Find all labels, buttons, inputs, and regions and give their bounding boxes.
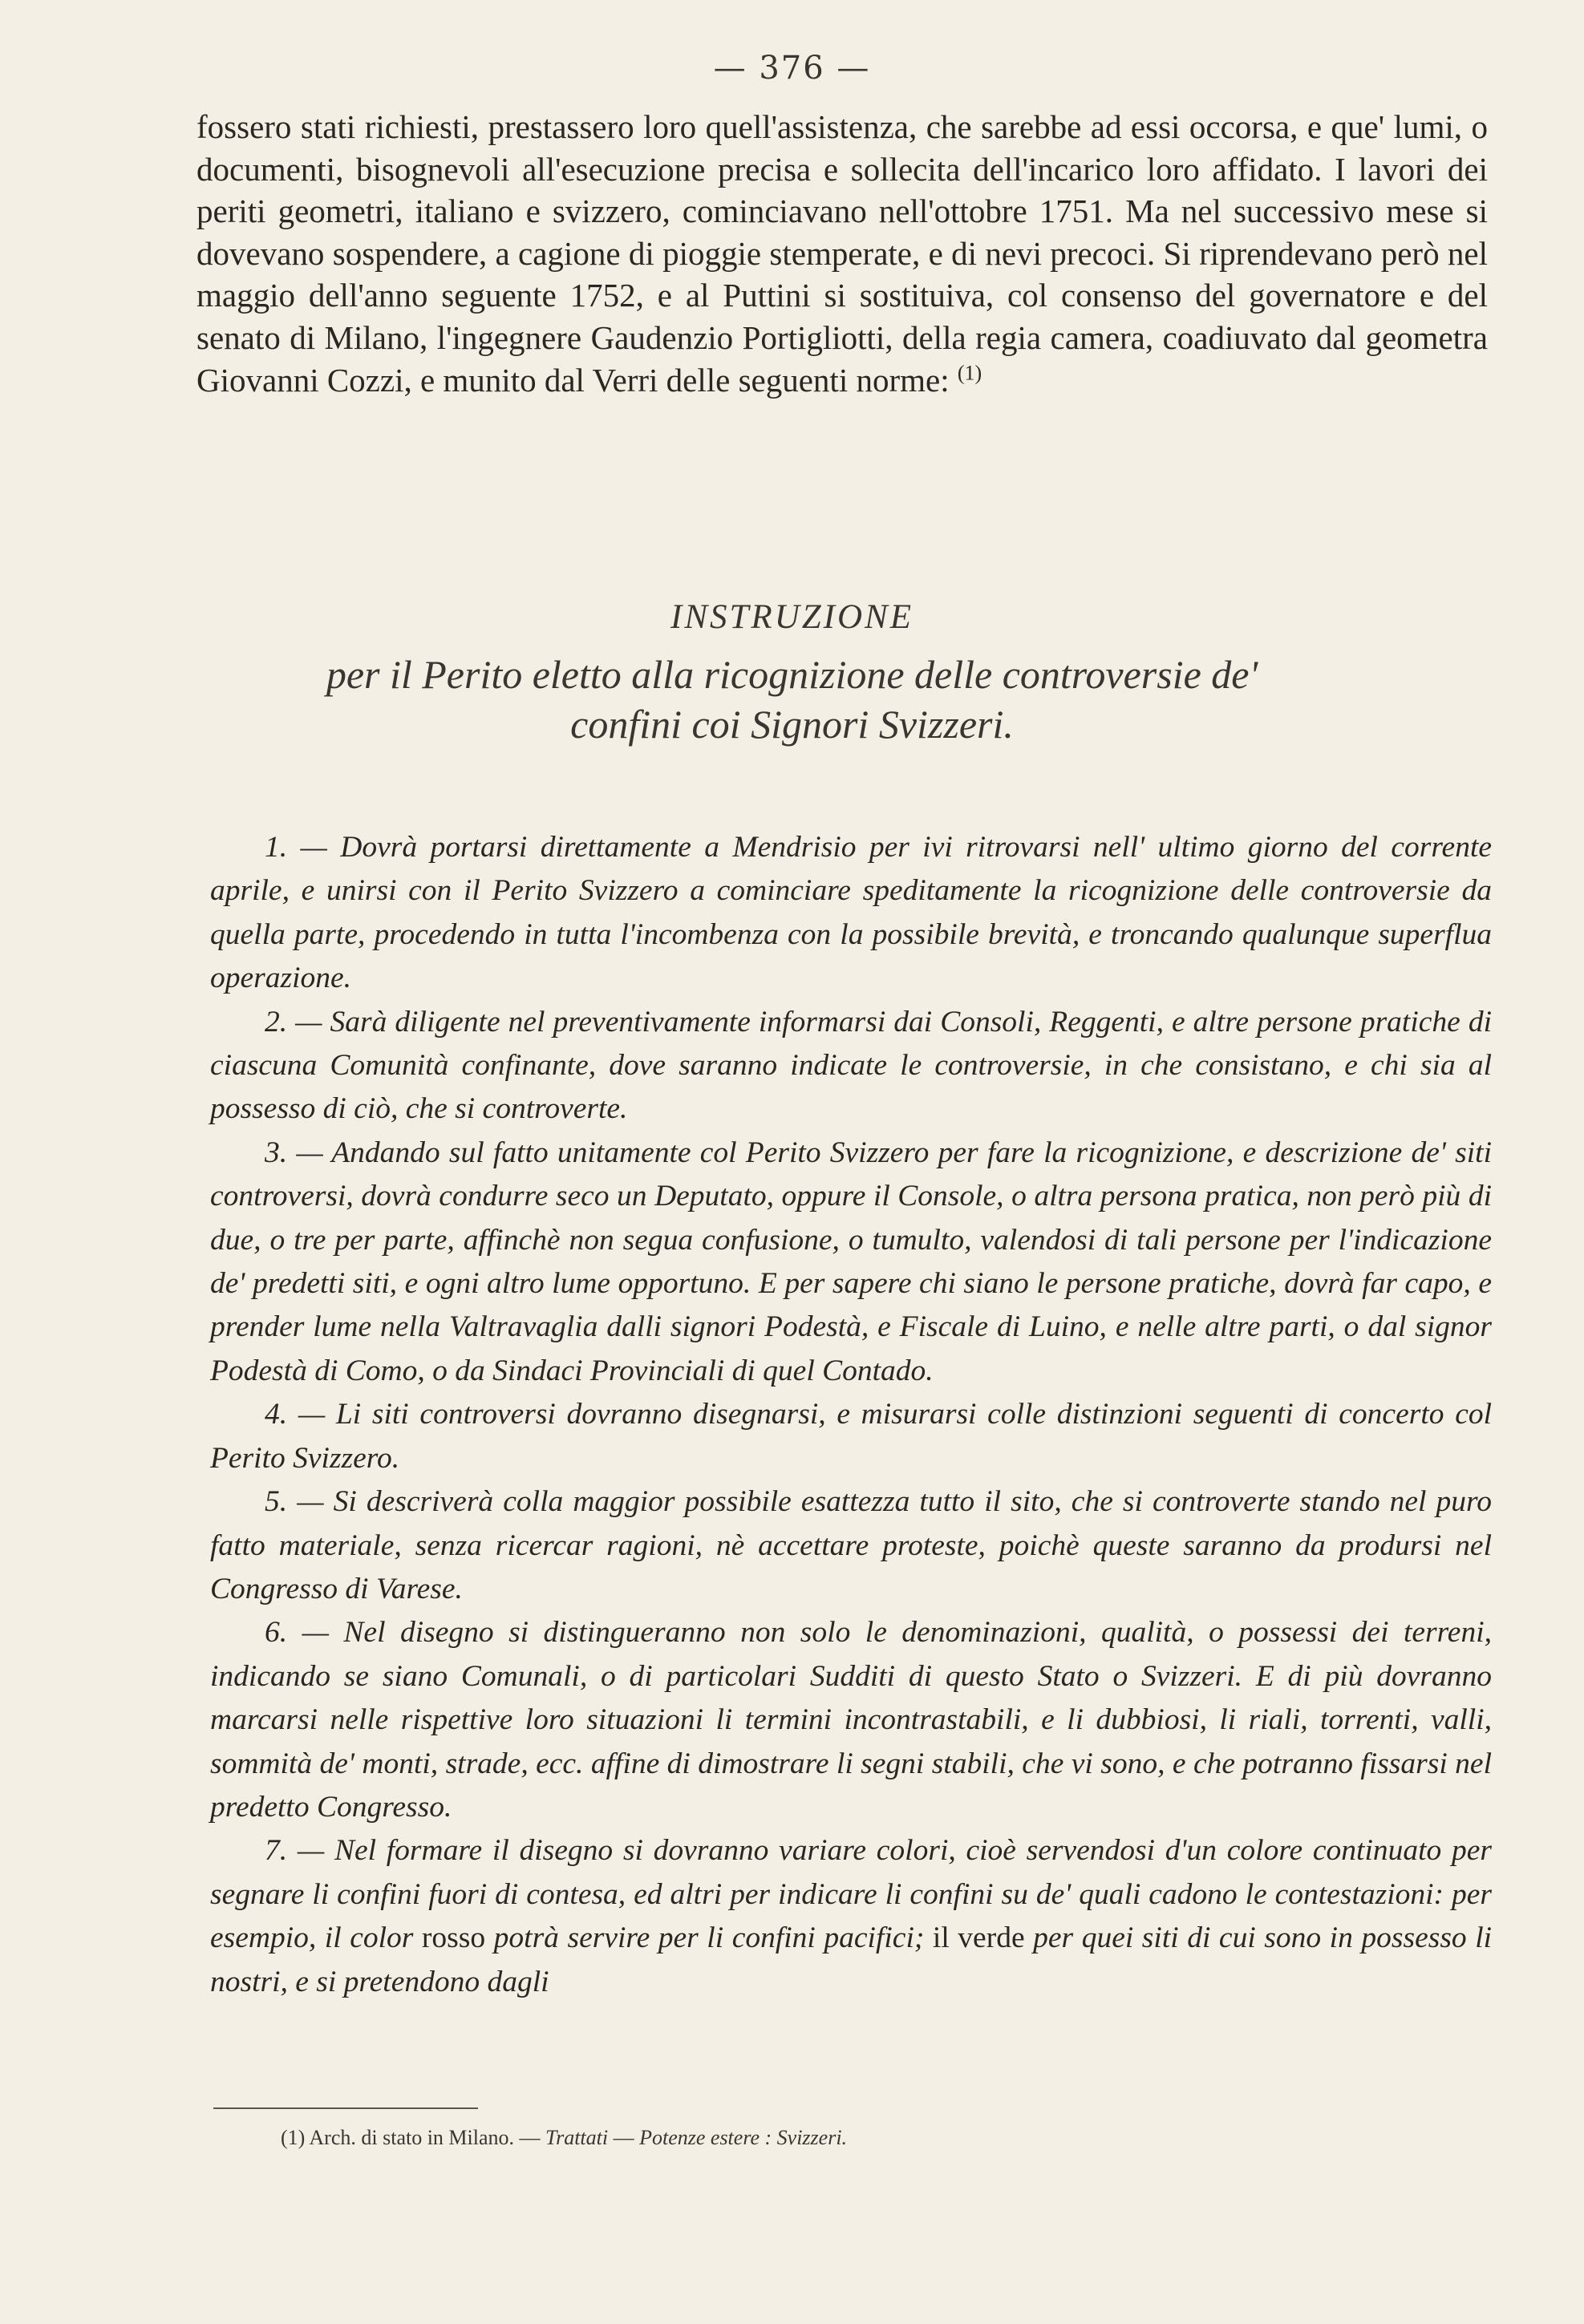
article-text: Nel formare il disegno si dovranno variare colori, cioè servendosi d'un colore continuato per segnare li confini fuori di contesa, ed altri per indicare li confini su de' quali cadono le contestazioni: per esempio, il color [210, 1834, 1493, 1955]
article-number: 3. [265, 1136, 288, 1169]
article-upright-word: rosso [421, 1921, 486, 1955]
article-text: Dovrà portarsi direttamente a Mendrisio per ivi ritrovarsi nell' ultimo giorno del corrente aprile, e unirsi con il Perito Svizzero a cominciare speditamente la ricognizione delle controversie da quella parte, procedendo in tutta l'incombenza con la possibile brevità, e troncando qualunque superflua operazione. [210, 831, 1493, 995]
article-upright-word: il verde [932, 1921, 1025, 1955]
article-6: 6. — Nel disegno si distingueranno non solo le denominazioni, qualità, o possessi dei terreni, indicando se siano Comunali, o di particolari Sudditi di questo Stato o Svizzeri. E di più dovranno marcarsi nelle rispettive loro situazioni li termini incontrastabili, e li dubbiosi, li riali, torrenti, valli, sommità de' monti, strade, ecc. affine di dimostrare li segni stabili, che vi sono, e che potranno fissarsi nel predetto Congresso. [210, 1616, 1492, 1824]
footnote-part: Trattati [545, 2126, 609, 2149]
article-text: per quei siti di cui sono in possesso li nostri, e si pretendono dagli [210, 1921, 1493, 1998]
heading-subtitle: per il Perito eletto alla ricognizione delle controversie de' confini coi Signori Svizzeri. [326, 652, 1258, 747]
footnote [281, 2124, 847, 2152]
article-text: Si descriverà colla maggior possibile esattezza tutto il sito, che si controverte stando nel puro fatto materiale, senza ricercar ragioni, nè accettare proteste, poichè queste saranno da prodursi nel Congresso di Varese. [210, 1485, 1493, 1605]
article-2: 2. — Sarà diligente nel preventivamente informarsi dai Consoli, Reggenti, e altre persone pratiche di ciascuna Comunità confinante, dove saranno indicate le controversie, in che consistano, e chi sia al possesso di ciò, che si controverte. [210, 1005, 1492, 1126]
article-3: 3. — Andando sul fatto unitamente col Perito Svizzero per fare la ricognizione, e descrizione de' siti controversi, dovrà condurre seco un Deputato, oppure il Console, o altra persona pratica, non però più di due, o tre per parte, affinchè non segua confusione, o tumulto, valendosi di tali persone per l'indicazione de' predetti siti, e ogni altro lume opportuno. E per sapere chi siano le persone pratiche, dovrà far capo, e prender lume nella Valtravaglia dalli signori Podestà, e Fiscale di Luino, e nelle altre parti, o dal signor Podestà di Como, o da Sindaci Provinciali di quel Contado. [210, 1136, 1492, 1387]
article-5: 5. — Si descriverà colla maggior possibile esattezza tutto il sito, che si controverte stando nel puro fatto materiale, senza ricercar ragioni, nè accettare proteste, poichè queste saranno da prodursi nel Congresso di Varese. [210, 1485, 1493, 1605]
footnote-archive: Arch. di stato in Milano. — [309, 2126, 541, 2149]
article-text: Li siti controversi dovranno disegnarsi, e misurarsi colle distinzioni seguenti di concerto col Perito Svizzero. [210, 1398, 1493, 1475]
footnote-number: (1) [281, 2126, 306, 2149]
article-number: 7. [265, 1834, 288, 1868]
heading-title: INSTRUZIONE [670, 598, 914, 636]
article-text: potrà servire per li confini pacifici; [493, 1921, 925, 1955]
article-text: Sarà diligente nel preventivamente informarsi dai Consoli, Reggenti, e altre persone pratiche di ciascuna Comunità confinante, dove saranno indicate le controversie, in che consistano, e chi sia al possesso di ciò, che si controverte. [210, 1005, 1492, 1126]
footnote-reference: (1) [957, 360, 982, 384]
footnote-dash: — [613, 2126, 634, 2149]
article-text: Nel disegno si distingueranno non solo le denominazioni, qualità, o possessi dei terreni, indicando se siano Comunali, o di particolari Sudditi di questo Stato o Svizzeri. E di più dovranno marcarsi nelle rispettive loro situazioni li termini incontrastabili, e li dubbiosi, li riali, torrenti, valli, sommità de' monti, strade, ecc. affine di dimostrare li segni stabili, che vi sono, e che potranno fissarsi nel predetto Congresso. [210, 1616, 1492, 1824]
article-number: 2. [265, 1005, 288, 1039]
page-number: — 376 — [713, 50, 871, 87]
intro-paragraph [196, 106, 1488, 401]
article-1: 1. — Dovrà portarsi direttamente a Mendrisio per ivi ritrovarsi nell' ultimo giorno del corrente aprile, e unirsi con il Perito Svizzero a cominciare speditamente la ricognizione delle controversie da quella parte, procedendo in tutta l'incombenza con la possibile brevità, e troncando qualunque superflua operazione. [210, 831, 1493, 995]
articles-list [210, 826, 1492, 2004]
intro-text: fossero stati richiesti, prestassero loro quell'assistenza, che sarebbe ad essi occorsa, e que' lumi, o documenti, bisognevoli all'esecuzione precisa e sollecita dell'incarico loro affidato. I lavori dei periti geometri, italiano e svizzero, cominciavano nell'ottobre 1751. Ma nel successivo mese si dovevano sospendere, a cagione di pioggie stemperate, e di nevi precoci. Si riprendevano però nel maggio dell'anno seguente 1752, e al Puttini si sostituiva, col consenso del governatore e del senato di Milano, l'ingegnere Gaudenzio Portigliotti, della regia camera, coadiuvato dal geometra Giovanni Cozzi, e munito dal Verri delle seguenti norme: [196, 108, 1488, 399]
article-number: 4. [265, 1398, 288, 1431]
footnote-divider [213, 2107, 478, 2109]
article-7: 7. — Nel formare il disegno si dovranno variare colori, cioè servendosi d'un colore continuato per segnare li confini fuori di contesa, ed altri per indicare li confini su de' quali cadono le contestazioni: per esempio, il color rosso potrà servire per li confini pacifici; il verde per quei siti di cui sono in possesso li nostri, e si pretendono dagli [210, 1834, 1493, 1998]
instruction-heading [0, 593, 1584, 749]
article-number: 1. [265, 831, 288, 864]
article-number: 5. [265, 1485, 288, 1519]
article-4: 4. — Li siti controversi dovranno disegnarsi, e misurarsi colle distinzioni seguenti di concerto col Perito Svizzero. [210, 1398, 1493, 1475]
article-text: Andando sul fatto unitamente col Perito Svizzero per fare la ricognizione, e descrizione de' siti controversi, dovrà condurre seco un Deputato, oppure il Console, o altra persona pratica, non però più di due, o tre per parte, affinchè non segua confusione, o tumulto, valendosi di tali persone per l'indicazione de' predetti siti, e ogni altro lume opportuno. E per sapere chi siano le persone pratiche, dovrà far capo, e prender lume nella Valtravaglia dalli signori Podestà, e Fiscale di Luino, e nelle altre parti, o dal signor Podestà di Como, o da Sindaci Provinciali di quel Contado. [210, 1136, 1492, 1387]
footnote-part: Potenze estere : Svizzeri. [639, 2126, 848, 2149]
article-number: 6. [265, 1616, 288, 1650]
